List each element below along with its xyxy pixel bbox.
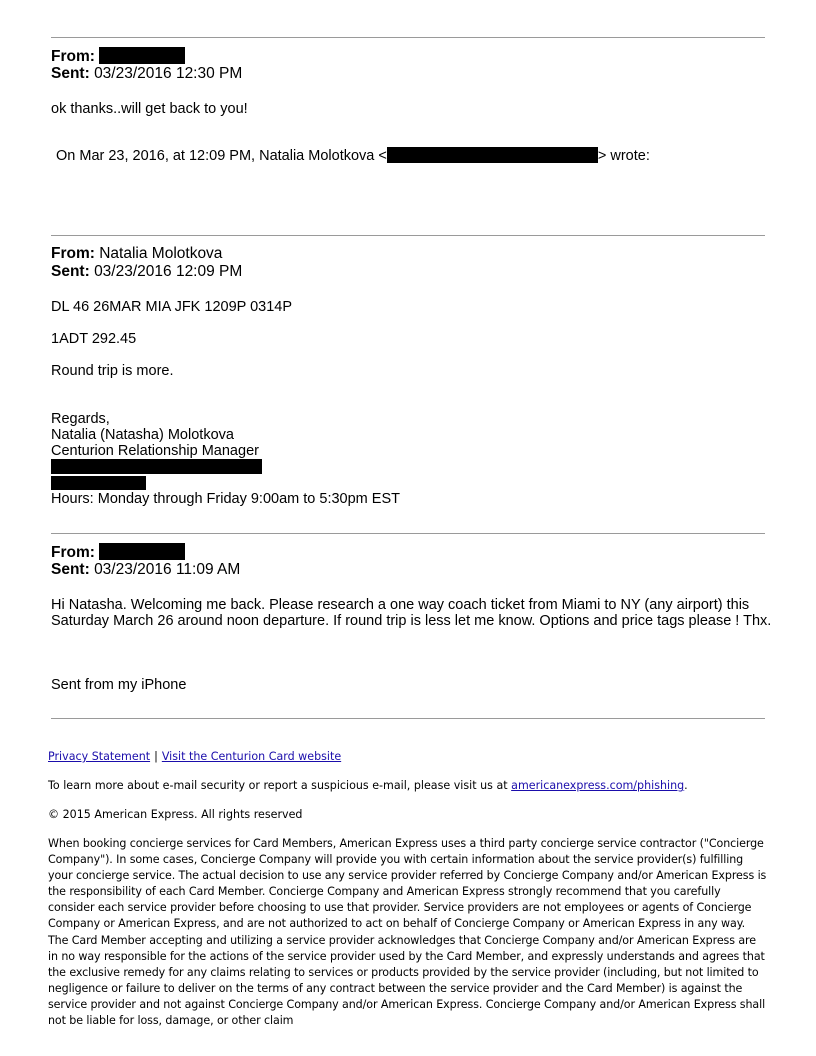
fare-line: 1ADT 292.45 bbox=[51, 331, 137, 347]
sent-label: Sent: bbox=[51, 561, 90, 578]
round-trip-line: Round trip is more. bbox=[51, 363, 174, 379]
email2-from bbox=[51, 245, 222, 263]
email1-body: ok thanks..will get back to you! bbox=[51, 101, 248, 117]
quote-header bbox=[56, 147, 650, 164]
security-end: . bbox=[684, 779, 688, 792]
copyright: © 2015 American Express. All rights reserved bbox=[48, 808, 303, 821]
centurion-website-link[interactable]: Visit the Centurion Card website bbox=[161, 750, 342, 763]
sent-label: Sent: bbox=[51, 263, 90, 280]
sender-name: Natalia (Natasha) Molotkova bbox=[51, 427, 234, 443]
security-notice bbox=[48, 778, 688, 794]
from-value: Natalia Molotkova bbox=[99, 245, 223, 262]
redacted-email bbox=[387, 147, 598, 163]
divider bbox=[51, 37, 765, 38]
sent-value: 03/23/2016 12:30 PM bbox=[94, 65, 243, 82]
redacted-sender bbox=[99, 47, 185, 64]
email3-from bbox=[51, 543, 185, 562]
from-label: From: bbox=[51, 245, 95, 262]
redacted-signature-line bbox=[51, 476, 146, 490]
divider bbox=[51, 718, 765, 719]
signoff: Regards, bbox=[51, 411, 110, 427]
from-label: From: bbox=[51, 48, 95, 65]
flight-line: DL 46 26MAR MIA JFK 1209P 0314P bbox=[51, 299, 292, 315]
email1-from bbox=[51, 47, 185, 66]
from-label: From: bbox=[51, 544, 95, 561]
redacted-sender bbox=[99, 543, 185, 560]
email3-body-line: Saturday March 26 around noon departure. If round trip is less let me know. Options and price tags please ! Thx. bbox=[51, 613, 772, 629]
email3-signature: Sent from my iPhone bbox=[51, 677, 187, 693]
footer-links bbox=[48, 749, 341, 765]
sent-value: 03/23/2016 12:09 PM bbox=[94, 263, 243, 280]
divider bbox=[51, 533, 765, 534]
quote-suffix: > wrote: bbox=[597, 148, 650, 164]
sent-value: 03/23/2016 11:09 AM bbox=[94, 561, 241, 578]
office-hours: Hours: Monday through Friday 9:00am to 5:30pm EST bbox=[51, 491, 400, 507]
link-separator: | bbox=[154, 750, 158, 763]
email3-sent bbox=[51, 561, 240, 579]
concierge-disclaimer: When booking concierge services for Card Members, American Express uses a third party concierge service contractor ("Concierge Company"). In some cases, Concierge Company will provide you with certain information about the service provider(s) fulfilling your concierge service. The actual decision to use any service provider referred by Concierge Company and/or American Express is the responsibility of each Card Member. Concierge Company and American Express strongly recommend that you carefully consider each service provider before choosing to use that provider. Service providers are not employees or agents of Concierge Company or American Express, and are not authorized to act on behalf of Concierge Company or American Express in any way. The Card Member accepting and utilizing a service provider acknowledges that Concierge Company and/or American Express are in no way responsible for the actions of the service provider used by the Card Member, and expressly understands and agrees that the exclusive remedy for any claims relating to services or products provided by the service provider (including, but not limited to negligence or failure to deliver on the terms of any contract between the service provider and the Card Member) is against the service provider and not against Concierge Company and/or American Express. Concierge Company and/or American Express shall not be liable for loss, damage, or other claim bbox=[48, 837, 767, 1028]
sender-title: Centurion Relationship Manager bbox=[51, 443, 259, 459]
phishing-link[interactable]: americanexpress.com/phishing bbox=[511, 779, 685, 792]
email2-sent bbox=[51, 263, 242, 281]
sent-label: Sent: bbox=[51, 65, 90, 82]
security-text: To learn more about e-mail security or report a suspicious e-mail, please visit us at bbox=[48, 779, 512, 792]
redacted-signature-line bbox=[51, 459, 262, 474]
email3-body-line: Hi Natasha. Welcoming me back. Please research a one way coach ticket from Miami to NY (any airport) this bbox=[51, 597, 750, 613]
quote-prefix: On Mar 23, 2016, at 12:09 PM, Natalia Molotkova < bbox=[56, 148, 387, 164]
divider bbox=[51, 235, 765, 236]
email1-sent bbox=[51, 65, 242, 83]
privacy-statement-link[interactable]: Privacy Statement bbox=[48, 750, 151, 763]
